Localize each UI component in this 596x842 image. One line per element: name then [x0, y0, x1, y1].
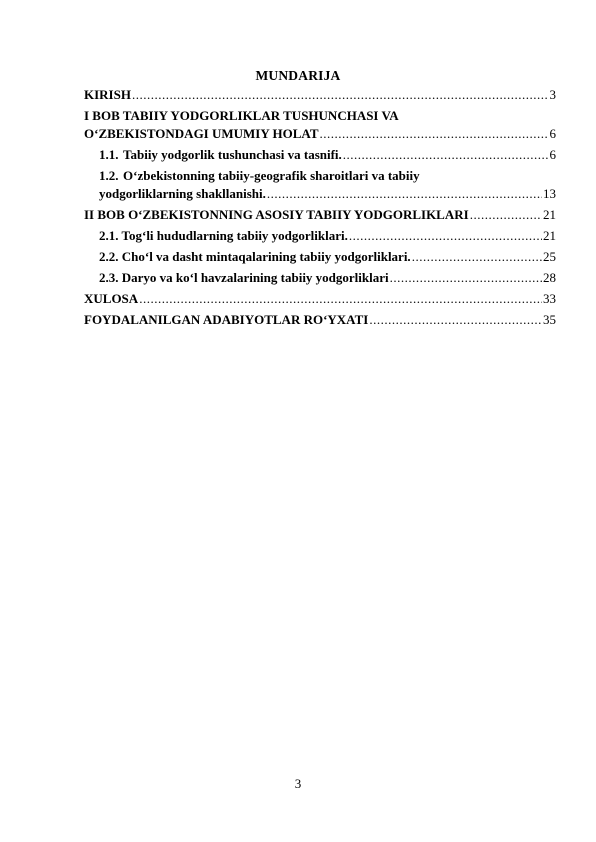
table-of-contents: [84, 86, 556, 332]
toc-page-number: 6: [549, 126, 556, 141]
toc-entry-text: 2.2. Cho‘l va dasht mintaqalarining tabiiy yodgorliklari.: [99, 249, 411, 264]
toc-title: MUNDARIJA: [255, 68, 341, 83]
toc-entry-2-3: [84, 269, 556, 287]
section-number: 1.2.: [99, 168, 119, 183]
dot-leader: [343, 146, 549, 164]
toc-entry-xulosa: [84, 290, 556, 308]
toc-entry-1-1: [84, 146, 556, 164]
dot-leader: [132, 86, 549, 104]
toc-entry-kirish: [84, 86, 556, 104]
toc-entry-text: I BOB TABIIY YODGORLIKLAR TUSHUNCHASI VA: [84, 108, 399, 123]
toc-page-number: 35: [543, 312, 556, 327]
dot-leader: [369, 311, 542, 329]
dot-leader: [390, 269, 542, 287]
toc-entry-text: O‘zbekistonning tabiiy-geografik sharoitlari va tabiiy: [123, 168, 420, 183]
toc-entry-text: KIRISH: [84, 87, 131, 102]
toc-entry-2-2: [84, 248, 556, 266]
toc-entry-bob2: [84, 206, 556, 224]
toc-page-number: 13: [543, 186, 556, 201]
dot-leader: [349, 227, 542, 245]
toc-entry-line: [84, 125, 556, 143]
toc-entry-text: O‘ZBEKISTONDAGI UMUMIY HOLAT: [84, 126, 319, 141]
toc-page-number: 21: [543, 207, 556, 222]
toc-entry-text: II BOB O‘ZBEKISTONNING ASOSIY TABIIY YODGORLIKLARI: [84, 207, 469, 222]
toc-entry-bob1: [84, 107, 556, 143]
page-footer-number: 3: [294, 776, 302, 791]
dot-leader: [139, 290, 542, 308]
toc-entry-adabiyot: [84, 311, 556, 329]
toc-entry-text: yodgorliklarning shakllanishi.: [99, 186, 266, 201]
toc-entry-text: Tabiiy yodgorlik tushunchasi va tasnifi.: [123, 147, 342, 162]
toc-page-number: 6: [549, 147, 556, 162]
toc-page-number: 33: [543, 291, 556, 306]
dot-leader: [412, 248, 542, 266]
toc-page-number: 3: [549, 87, 556, 102]
toc-entry-2-1: [84, 227, 556, 245]
section-number: 1.1.: [99, 147, 119, 162]
toc-entry-text: 2.3. Daryo va ko‘l havzalarining tabiiy yodgorliklari: [99, 270, 389, 285]
dot-leader: [320, 125, 549, 143]
dot-leader: [470, 206, 542, 224]
toc-entry-line: [99, 185, 556, 203]
toc-page-number: 25: [543, 249, 556, 264]
toc-entry-text: 2.1. Tog‘li hududlarning tabiiy yodgorliklari.: [99, 228, 348, 243]
toc-entry-1-2: [84, 167, 556, 203]
toc-page-number: 21: [543, 228, 556, 243]
toc-entry-text: XULOSA: [84, 291, 139, 306]
dot-leader: [267, 185, 542, 203]
toc-entry-text: FOYDALANILGAN ADABIYOTLAR RO‘YXATI: [84, 312, 369, 327]
toc-page-number: 28: [543, 270, 556, 285]
